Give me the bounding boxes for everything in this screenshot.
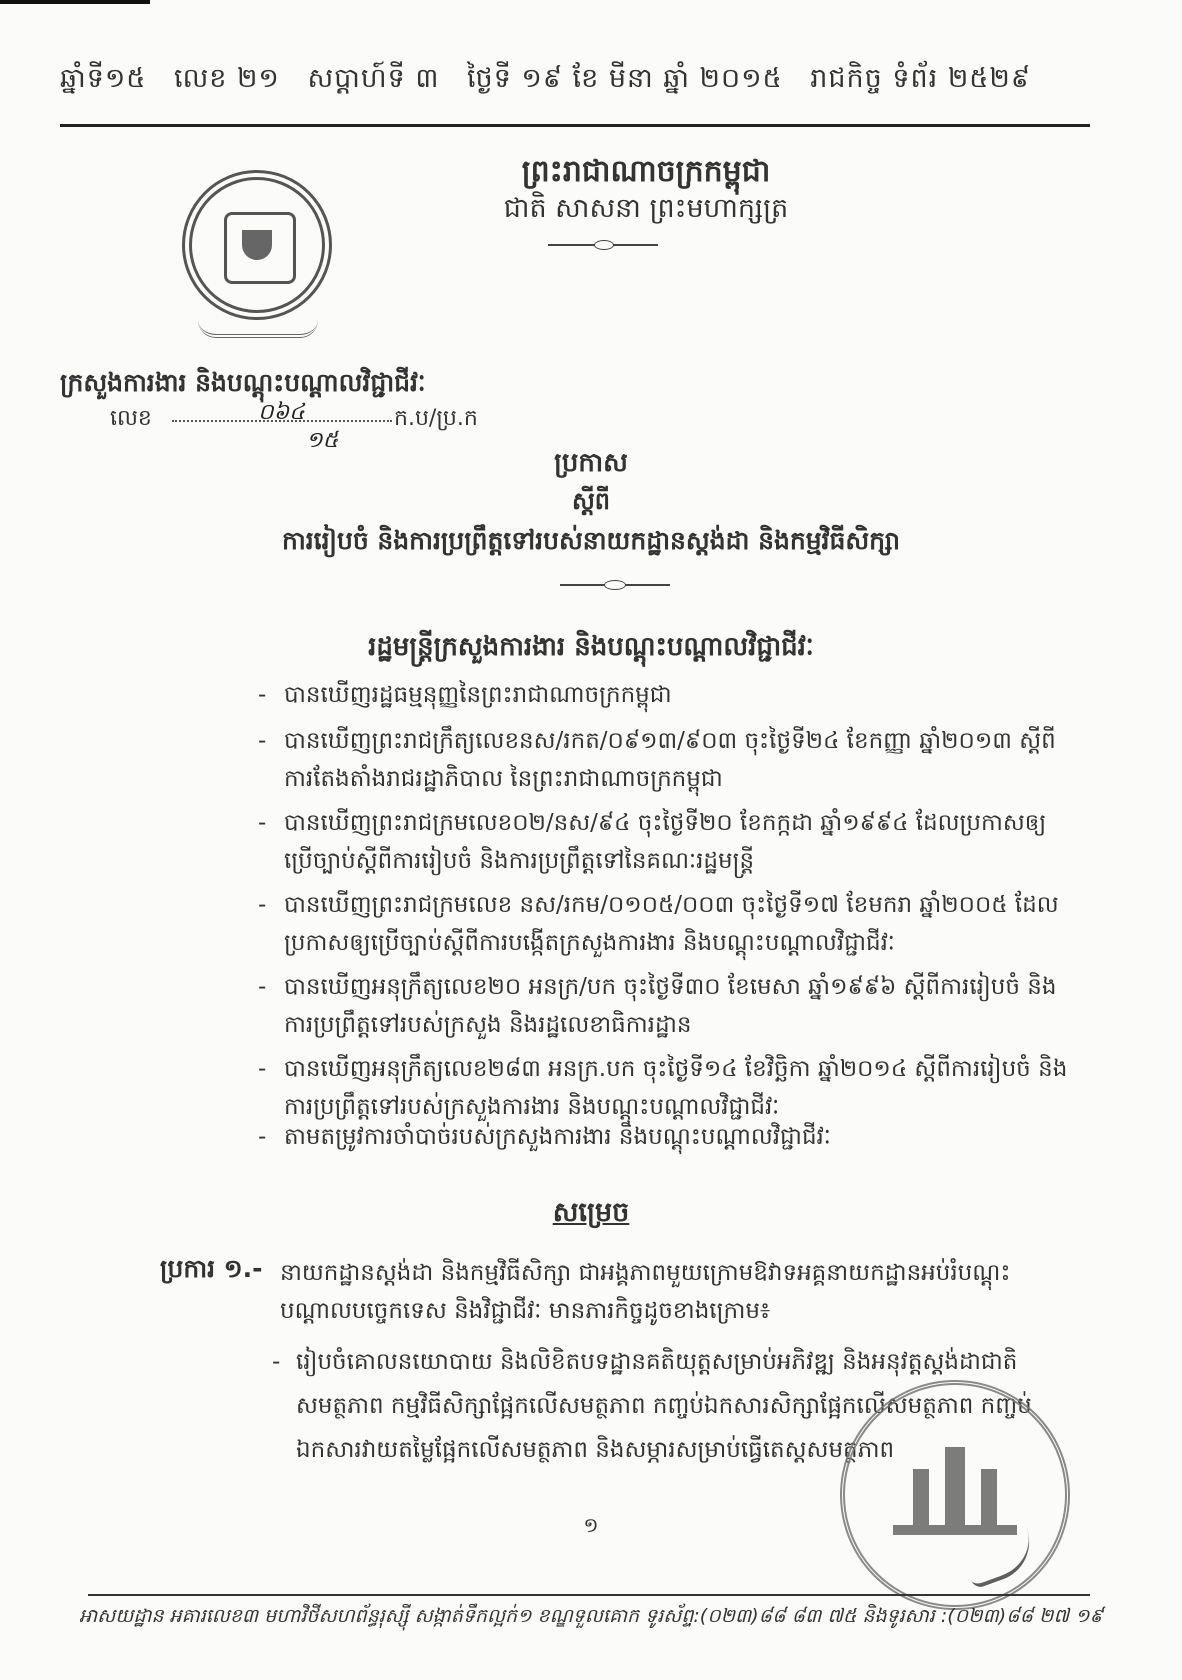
gazette-week: សប្ដាហ៍ទី ៣	[307, 63, 440, 94]
gazette-page: រាជកិច្ច ទំព័រ ២៥២៩	[810, 63, 1031, 94]
visa-item: - បានឃើញរដ្ឋធម្មនុញ្ញនៃព្រះរាជាណាចក្រកម្ពុជា	[258, 682, 672, 708]
kingdom-title: ព្រះរាជាណាចក្រកម្ពុជា	[521, 154, 771, 189]
reference-label: លេខ	[110, 406, 152, 431]
visa-item: - តាមតម្រូវការចាំបាច់របស់ក្រសួងការងារ និងបណ្តុះបណ្តាលវិជ្ជាជីវៈ	[258, 1124, 831, 1150]
footer-rule	[88, 1594, 1090, 1596]
document-type: ប្រកាស	[554, 448, 628, 478]
gazette-date: ថ្ងៃទី ១៩ ខែ មីនា ឆ្នាំ ២០១៥	[466, 63, 783, 94]
visa-item: - បានឃើញអនុក្រឹត្យលេខ២៨៣ អនក្រ.បក ចុះថ្ងៃទី១៤ ខែវិច្ឆិកា ឆ្នាំ២០១៤ ស្តីពីការរៀបចំ និងការប្រព្រឹត្តទៅរបស់ក្រសួងការងារ និងបណ្តុះបណ្តាលវិជ្ជាជីវៈ	[258, 1056, 1068, 1120]
reference-number: ០៦៤	[258, 400, 305, 425]
gazette-header	[60, 62, 1120, 101]
ministry-name: ក្រសួងការងារ និងបណ្តុះបណ្តាលវិជ្ជាជីវៈ	[60, 368, 426, 397]
footer-address: អាសយដ្ឋាន អគារលេខ៣ មហាវិថីសហព័ន្ធរុស្ស៊ី សង្កាត់ទឹកល្អក់១ ខណ្ឌទួលគោក ទូរស័ព្ទ:(០២៣)៨៨ ៨៣ ៧៥ និងទូរសារ :(០២៣)៨៨ ២៧ ១៩	[79, 1605, 1103, 1627]
article-label: ប្រការ ១.-	[160, 1254, 263, 1283]
minister-title: រដ្ឋមន្ត្រីក្រសួងការងារ និងបណ្តុះបណ្តាលវិជ្ជាជីវៈ	[368, 632, 814, 662]
motto-ornament-icon	[548, 244, 658, 246]
article-item: - រៀបចំគោលនយោបាយ និងលិខិតបទដ្ឋានគតិយុត្តសម្រាប់អភិវឌ្ឍ និងអនុវត្តស្តង់ដាជាតិសមត្ថភាព កម្មវិធីសិក្សាផ្អែកលើសមត្ថភាព កញ្ចប់ឯកសារសិក្សាផ្អែកលើសមត្ថភាព កញ្ចប់ឯកសារវាយតម្លៃផ្អែកលើសមត្ថភាព និងសម្ភារសម្រាប់ធ្វើតេស្តសមត្ថភាព	[272, 1349, 1032, 1463]
visa-item: - បានឃើញអនុក្រឹត្យលេខ២០ អនក្រ/បក ចុះថ្ងៃទី៣០ ខែមេសា ឆ្នាំ១៩៩៦ ស្តីពីការរៀបចំ និងការប្រព្រឹត្តទៅរបស់ក្រសួង និងរដ្ឋលេខាធិការដ្ឋាន	[258, 974, 1057, 1038]
article-text: នាយកដ្ឋានស្តង់ដា និងកម្មវិធីសិក្សា ជាអង្គភាពមួយក្រោមឱវាទអគ្គនាយកដ្ឋានអប់រំបណ្តុះបណ្តាលបច្ចេកទេស និងវិជ្ជាជីវៈ មានភារកិច្ចដូចខាងក្រោម៖	[280, 1260, 1011, 1324]
reference-suffix: ក.ប/ប្រ.ក	[394, 406, 478, 431]
subject-ornament-icon	[560, 584, 670, 586]
visa-item: - បានឃើញព្រះរាជក្រមលេខ នស/រកម/០១០៥/០០៣ ចុះថ្ងៃទី១៧ ខែមករា ឆ្នាំ២០០៥ ដែលប្រកាសឲ្យប្រើច្បាប់ស្តីពីការបង្កើតក្រសួងការងារ និងបណ្តុះបណ្តាលវិជ្ជាជីវៈ	[258, 892, 1059, 956]
reference-handwritten: ១៥	[306, 428, 339, 453]
visa-item: - បានឃើញព្រះរាជក្រឹត្យលេខនស/រកត/០៩១៣/៩០៣ ចុះថ្ងៃទី២៤ ខែកញ្ញា ឆ្នាំ២០១៣ ស្តីពីការតែងតាំងរាជរដ្ឋាភិបាល នៃព្រះរាជាណាចក្រកម្ពុជា	[258, 728, 1056, 792]
visa-item: - បានឃើញព្រះរាជក្រមលេខ០២/នស/៩៤ ចុះថ្ងៃទី២០ ខែកក្កដា ឆ្នាំ១៩៩៤ ដែលប្រកាសឲ្យប្រើច្បាប់ស្តីពីការរៀបចំ និងការប្រព្រឹត្តទៅនៃគណៈរដ្ឋមន្ត្រី	[258, 810, 1047, 874]
gazette-year: ឆ្នាំទី១៥	[60, 63, 147, 94]
decision-heading: សម្រេច	[552, 1197, 630, 1228]
laurel-ornament-icon	[198, 320, 318, 338]
scan-corner-mark	[0, 0, 150, 4]
gazette-issue: លេខ ២១	[174, 63, 280, 94]
header-rule	[60, 124, 1090, 127]
page-number: ១	[583, 1513, 599, 1537]
about-label: ស្តីពី	[571, 487, 611, 515]
document-subject: ការរៀបចំ និងការប្រព្រឹត្តទៅរបស់នាយកដ្ឋានស្តង់ដា និងកម្មវិធីសិក្សា	[281, 526, 901, 555]
official-stamp-icon	[840, 1380, 1070, 1610]
national-motto: ជាតិ សាសនា ព្រះមហាក្សត្រ	[503, 193, 789, 224]
